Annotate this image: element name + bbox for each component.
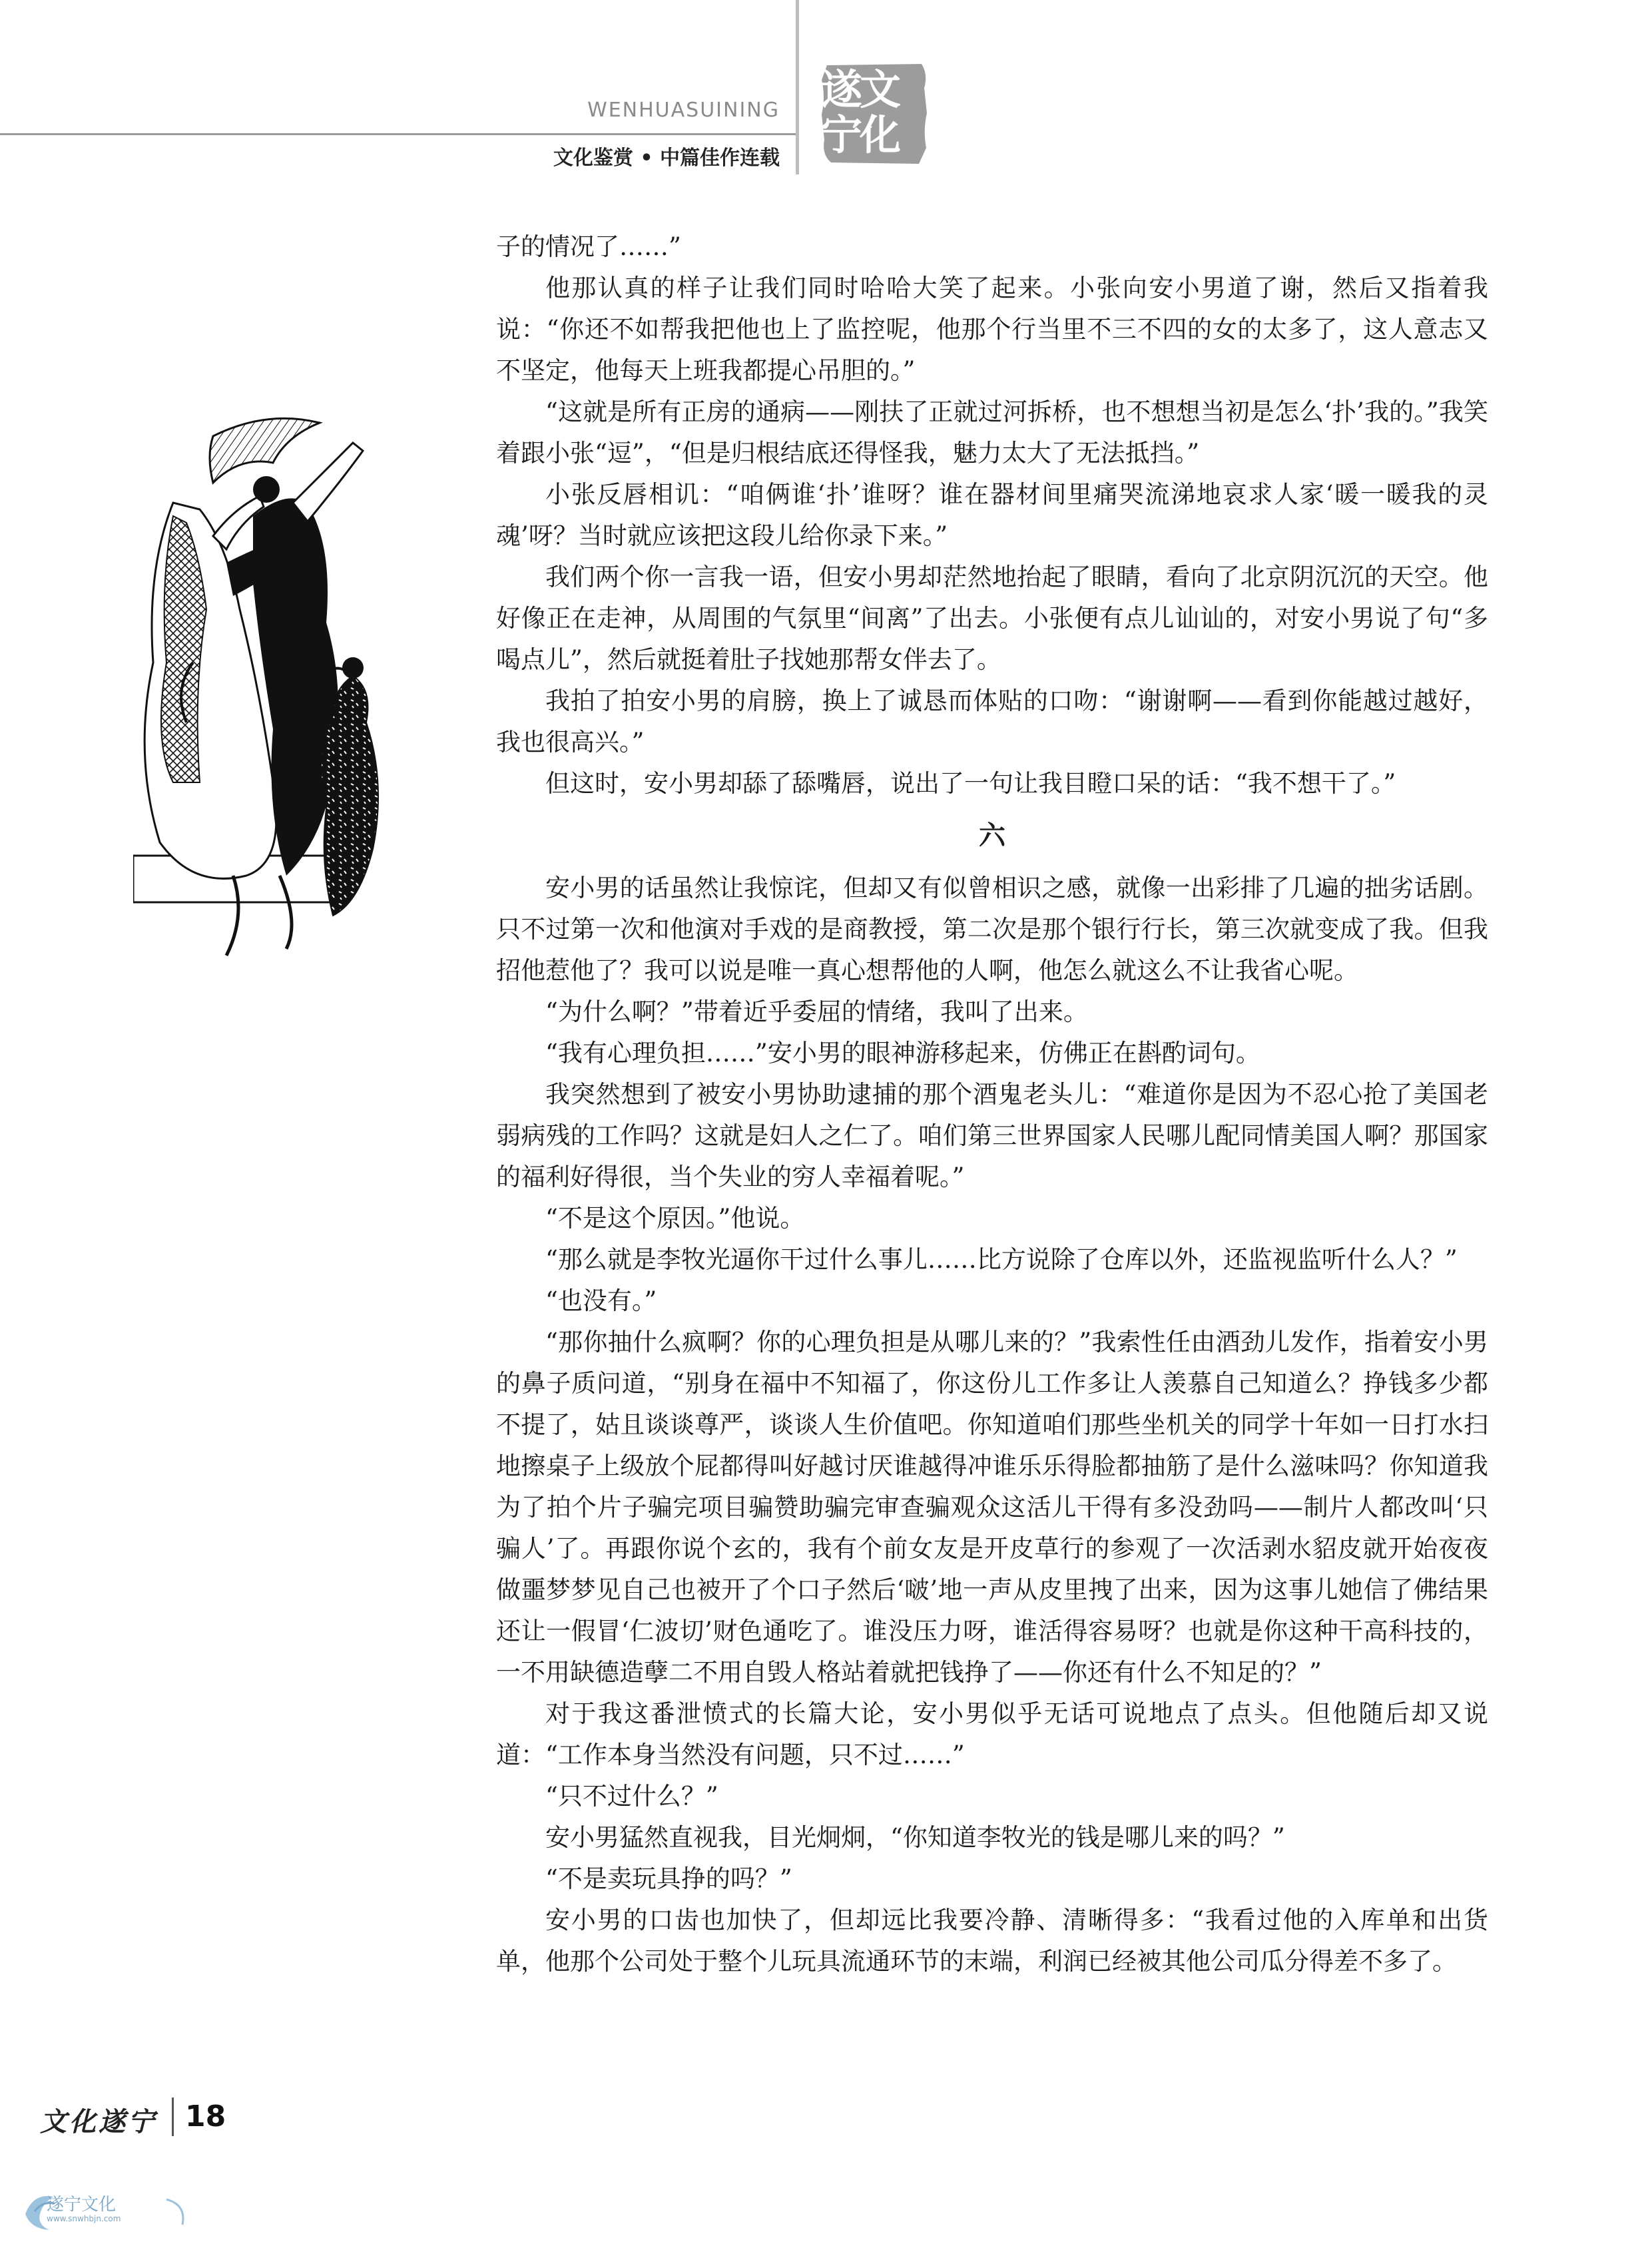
paragraph: “那你抽什么疯啊？你的心理负担是从哪儿来的？”我索性任由酒劲儿发作，指着安小男的鼻子质问道，“别身在福中不知福了，你这份儿工作多让人羡慕自己知道么？挣钱多少都不提了，姑且谈谈尊严，谈谈人生价值吧。你知道咱们那些坐机关的同学十年如一日打水扫地擦桌子上级放个屁都得叫好越讨厌谁越得冲谁乐乐得脸都抽筋了是什么滋味吗？你知道我为了拍个片子骗完项目骗赞助骗完审查骗观众这活儿干得有多没劲吗——制片人都改叫‘只骗人’了。再跟你说个玄的，我有个前女友是开皮草行的参观了一次活剥水貂皮就开始夜夜做噩梦梦见自己也被开了个口子然后‘啵’地一声从皮里拽了出来，因为这事儿她信了佛结果还让一假冒‘仁波切’财色通吃了。谁没压力呀，谁活得容易呀？也就是你这种干高科技的，一不用缺德造孽二不用自毁人格站着就把钱挣了——你还有什么不知足的？” [496, 1328, 1488, 1687]
magazine-seal-logo [818, 61, 931, 166]
paragraph: 小张反唇相讥：“咱俩谁‘扑’谁呀？谁在器材间里痛哭流涕地哀求人家‘暖一暖我的灵魂’呀？当时就应该把这段儿给你录下来。” [496, 480, 1488, 550]
watermark-url: www.snwhbjn.com [47, 2214, 121, 2223]
footer-divider [172, 2098, 174, 2136]
paragraph: 我拍了拍安小男的肩膀，换上了诚恳而体贴的口吻：“谢谢啊——看到你能越过越好，我也很高兴。” [496, 687, 1488, 756]
header-vertical-divider [796, 0, 799, 174]
article-part-1 [496, 226, 1488, 804]
header-rule [0, 133, 796, 135]
header-english-title: WENHUASUINING [587, 99, 780, 122]
paragraph: “为什么啊？”带着近乎委屈的情绪，我叫了出来。 [545, 997, 1088, 1026]
paragraph: 安小男的口齿也加快了，但却远比我要冷静、清晰得多：“我看过他的入库单和出货单，他那个公司处于整个儿玩具流通环节的末端，利润已经被其他公司瓜分得差不多了。 [496, 1906, 1488, 1976]
ink-illustration-dancing-figures [133, 410, 419, 962]
seal-char: 化 [859, 111, 902, 159]
footer-magazine-name: 文化遂宁 [40, 2106, 157, 2137]
paragraph: 我们两个你一言我一语，但安小男却茫然地抬起了眼睛，看向了北京阴沉沉的天空。他好像正在走神，从周围的气氛里“间离”了出去。小张便有点儿讪讪的，对安小男说了句“多喝点儿”，然后就挺着肚子找她那帮女伴去了。 [496, 563, 1488, 674]
header-section-label: 文化鉴赏 • 中篇佳作连载 [553, 146, 780, 170]
watermark-name: 遂宁文化 [47, 2195, 117, 2215]
section-heading: 六 [979, 820, 1005, 851]
paragraph: 安小男猛然直视我，目光炯炯，“你知道李牧光的钱是哪儿来的吗？” [545, 1823, 1285, 1852]
paragraph: 安小男的话虽然让我惊诧，但却又有似曾相识之感，就像一出彩排了几遍的拙劣话剧。只不过第一次和他演对手戏的是商教授，第二次是那个银行行长，第三次就变成了我。但我招他惹他了？我可以说是唯一真心想帮他的人啊，他怎么就这么不让我省心呢。 [496, 874, 1488, 985]
page-number: 18 [185, 2100, 226, 2133]
article-body [496, 226, 1488, 1982]
paragraph: “这就是所有正房的通病——刚扶了正就过河拆桥，也不想想当初是怎么‘扑’我的。”我笑着跟小张“逗”，“但是归根结底还得怪我，魅力太大了无法抵挡。” [496, 398, 1488, 467]
paragraph: “不是卖玩具挣的吗？” [545, 1864, 792, 1893]
paragraph: 他那认真的样子让我们同时哈哈大笑了起来。小张向安小男道了谢，然后又指着我说：“你还不如帮我把他也上了监控呢，他那个行当里不三不四的女的太多了，这人意志又不坚定，他每天上班我都提心吊胆的。” [496, 274, 1488, 385]
seal-char: 文 [859, 65, 902, 114]
paragraph: “那么就是李牧光逼你干过什么事儿……比方说除了仓库以外，还监视监听什么人？” [545, 1245, 1458, 1274]
paragraph: “只不过什么？” [545, 1782, 718, 1811]
paragraph: “我有心理负担……”安小男的眼神游移起来，仿佛正在斟酌词句。 [545, 1039, 1260, 1067]
paragraph: 我突然想到了被安小男协助逮捕的那个酒鬼老头儿：“难道你是因为不忍心抢了美国老弱病残的工作吗？这就是妇人之仁了。咱们第三世界国家人民哪儿配同情美国人啊？那国家的福利好得很，当个失业的穷人幸福着呢。” [496, 1080, 1488, 1191]
paragraph: 子的情况了……” [496, 232, 681, 261]
seal-char: 遂 [820, 65, 863, 114]
paragraph: 但这时，安小男却舔了舔嘴唇，说出了一句让我目瞪口呆的话：“我不想干了。” [545, 769, 1396, 798]
paragraph: “也没有。” [545, 1286, 657, 1315]
paragraph: “不是这个原因。”他说。 [545, 1204, 805, 1233]
article-part-2 [496, 868, 1488, 1982]
paragraph: 对于我这番泄愤式的长篇大论，安小男似乎无话可说地点了点头。但他随后却又说道：“工作本身当然没有问题，只不过……” [496, 1699, 1488, 1769]
seal-char: 宁 [820, 111, 863, 159]
